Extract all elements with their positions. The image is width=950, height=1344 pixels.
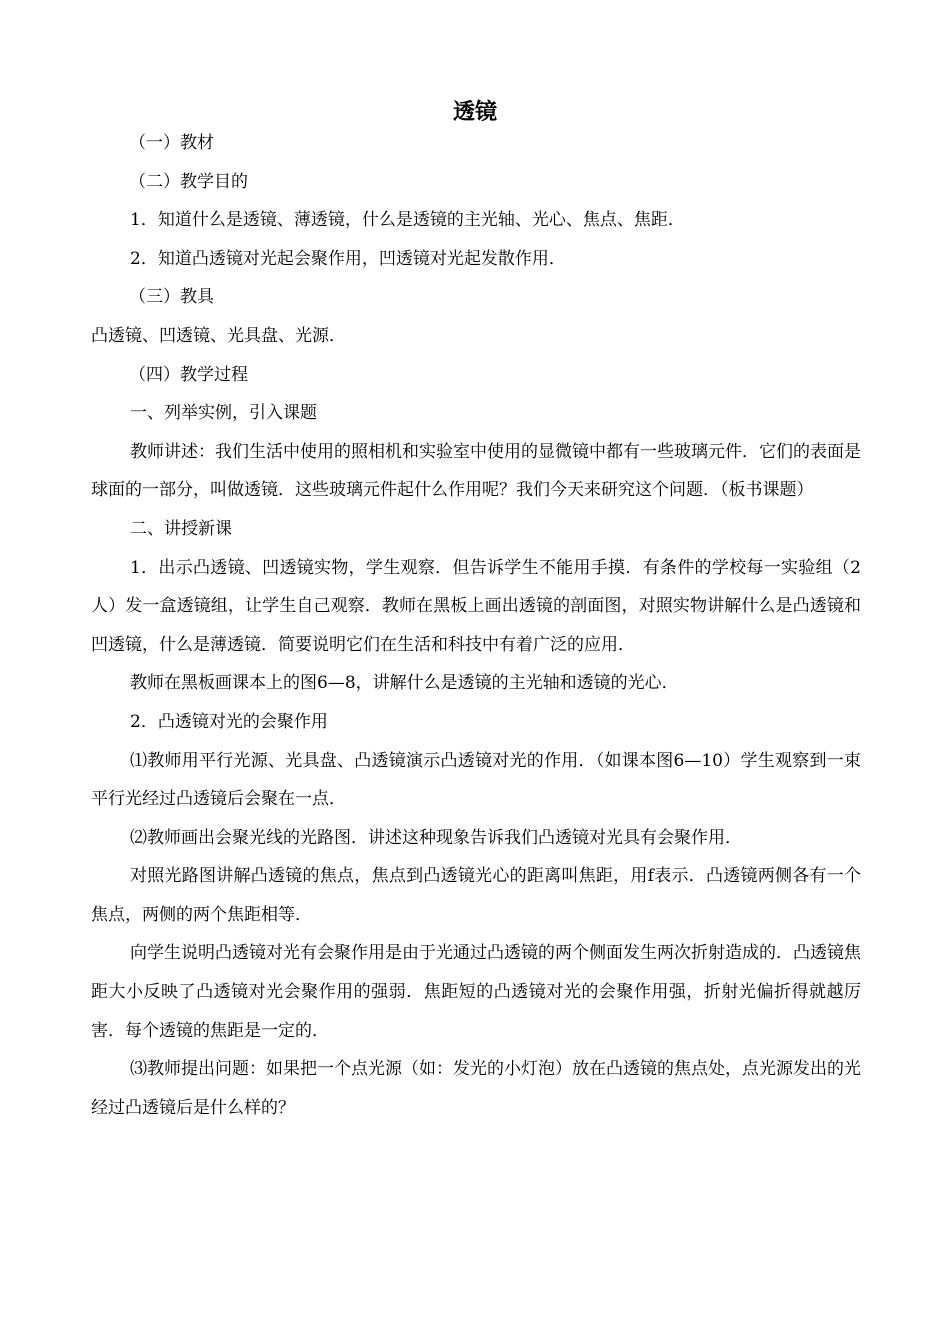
document-body [91,124,861,1127]
item-2-2b-paragraph: 对照光路图讲解凸透镜的焦点，焦点到凸透镜光心的距离叫焦距，用f表示．凸透镜两侧各有一个焦点，两侧的两个焦距相等． [91,866,861,925]
item-2-heading: 2．凸透镜对光的会聚作用 [130,711,328,732]
item-2-2-paragraph: ⑵教师画出会聚光线的光路图．讲述这种现象告诉我们凸透镜对光具有会聚作用． [130,827,742,848]
item-2-3-paragraph: ⑶教师提出问题：如果把一个点光源（如：发光的小灯泡）放在凸透镜的焦点处，点光源发出的光经过凸透镜后是什么样的？ [91,1059,861,1118]
item-1-paragraph: 1．出示凸透镜、凹透镜实物，学生观察．但告诉学生不能用手摸．有条件的学校每一实验组（2人）发一盒透镜组，让学生自己观察．教师在黑板上画出透镜的剖面图，对照实物讲解什么是凸透镜和凹透镜，什么是薄透镜．简要说明它们在生活和科技中有着广泛的应用． [91,557,861,655]
item-1b-paragraph: 教师在黑板画课本上的图6—8，讲解什么是透镜的主光轴和透镜的光心． [130,673,679,694]
item-2-1-paragraph: ⑴教师用平行光源、光具盘、凸透镜演示凸透镜对光的作用．（如课本图6—10）学生观察到一束平行光经过凸透镜后会聚在一点． [91,750,861,810]
section-heading-materials: （一）教材 [129,133,214,153]
step-1-heading: 一、列举实例，引入课题 [130,403,317,424]
page-title: 透镜 [452,100,497,125]
step-2-heading: 二、讲授新课 [130,518,232,539]
goal-item-1: 1．知道什么是透镜、薄透镜，什么是透镜的主光轴、光心、焦点、焦距． [130,210,685,231]
section-heading-goals: （二）教学目的 [129,171,248,192]
item-2-2c-paragraph: 向学生说明凸透镜对光有会聚作用是由于光通过凸透镜的两个侧面发生两次折射造成的．凸透镜焦距大小反映了凸透镜对光会聚作用的强弱．焦距短的凸透镜对光的会聚作用强，折射光偏折得就越厉害．每个透镜的焦距是一定的． [91,943,861,1041]
goal-item-2: 2．知道凸透镜对光起会聚作用，凹透镜对光起发散作用． [130,248,566,269]
section-heading-tools: （三）教具 [129,287,214,308]
tools-list: 凸透镜、凹透镜、光具盘、光源． [91,325,346,346]
section-heading-process: （四）教学过程 [129,364,248,385]
step-1-paragraph: 教师讲述：我们生活中使用的照相机和实验室中使用的显微镜中都有一些玻璃元件．它们的表面是球面的一部分，叫做透镜．这些玻璃元件起什么作用呢？我们今天来研究这个问题．（板书课题） [91,441,861,501]
